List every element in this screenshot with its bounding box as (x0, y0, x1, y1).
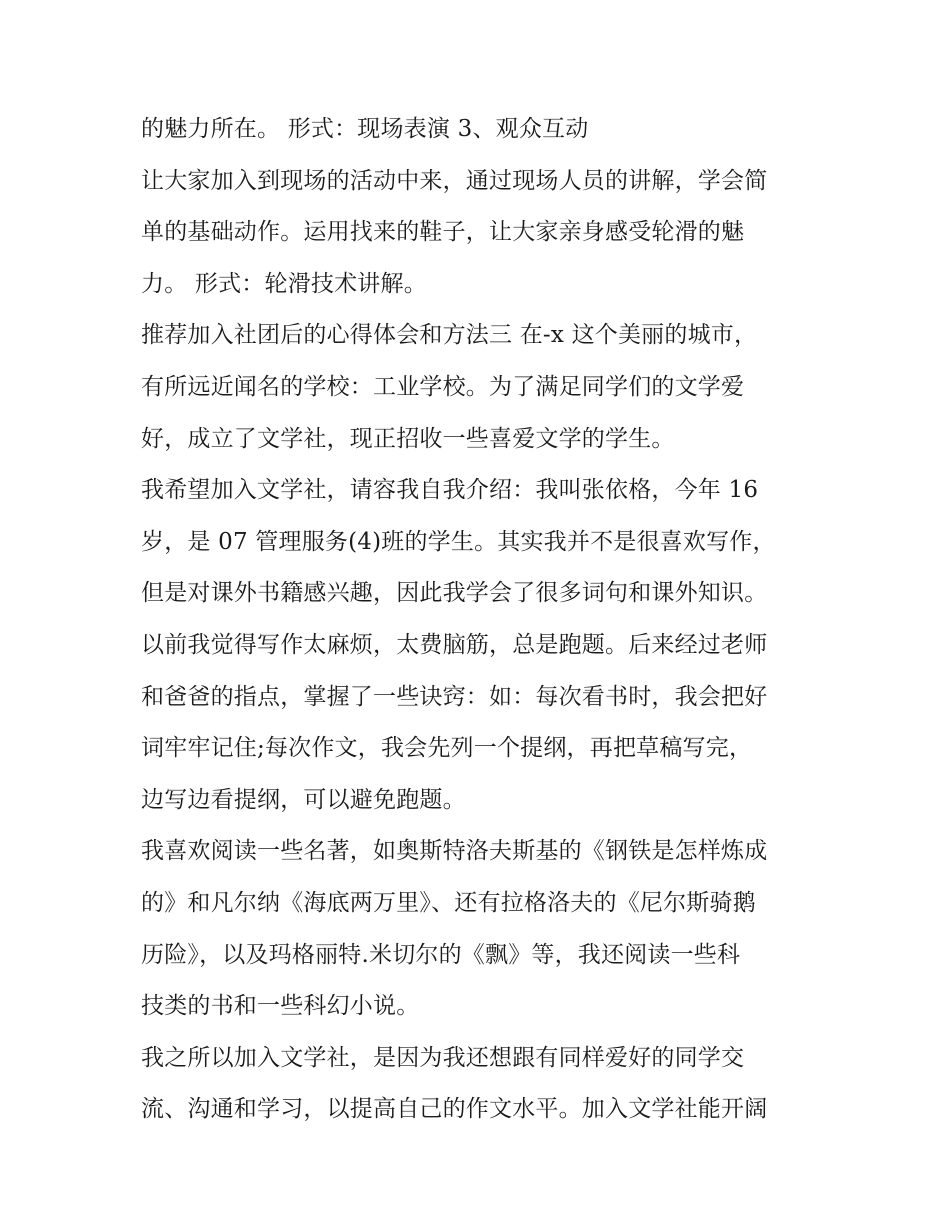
text-line: 技类的书和一些科幻小说。 (141, 993, 420, 1020)
text-line: 推荐加入社团后的心得体会和方法三 在-x 这个美丽的城市， (141, 322, 758, 349)
text-line: 力。 形式：轮滑技术讲解。 (141, 270, 427, 297)
text-line: 单的基础动作。运用找来的鞋子，让大家亲身感受轮滑的魅 (141, 219, 745, 246)
text-line: 让大家加入到现场的活动中来，通过现场人员的讲解，学会简 (141, 167, 768, 194)
text-line: 好，成立了文学社，现正招收一些喜爱文学的学生。 (141, 425, 675, 452)
text-line: 的魅力所在。 形式：现场表演 3、观众互动 (141, 116, 589, 142)
text-line: 但是对课外书籍感兴趣，因此我学会了很多词句和课外知识。 (141, 580, 768, 607)
text-line: 历险》，以及玛格丽特.米切尔的《飘》等，我还阅读一些科 (141, 941, 741, 968)
text-line: 我喜欢阅读一些名著，如奥斯特洛夫斯基的《钢铁是怎样炼成 (141, 838, 768, 865)
text-line: 我希望加入文学社，请容我自我介绍：我叫张依格，今年 16 (141, 477, 759, 504)
text-line: 流、沟通和学习，以提高自己的作文水平。加入文学社能开阔 (141, 1096, 768, 1123)
text-line: 边写边看提纲，可以避免跑题。 (141, 786, 466, 813)
text-line: 的》和凡尔纳《海底两万里》、还有拉格洛夫的《尼尔斯骑鹅 (141, 889, 756, 916)
text-line: 有所远近闻名的学校：工业学校。为了满足同学们的文学爱 (141, 373, 745, 400)
text-line: 岁，是 07 管理服务(4)班的学生。其实我并不是很喜欢写作， (141, 528, 776, 555)
text-line: 我之所以加入文学社，是因为我还想跟有同样爱好的同学交 (141, 1044, 745, 1071)
text-line: 词牢牢记住;每次作文，我会先列一个提纲，再把草稿写完， (141, 735, 753, 762)
text-line: 和爸爸的指点，掌握了一些诀窍：如：每次看书时，我会把好 (141, 683, 768, 710)
text-line: 以前我觉得写作太麻烦，太费脑筋，总是跑题。后来经过老师 (141, 631, 768, 658)
document-body (141, 104, 821, 1136)
